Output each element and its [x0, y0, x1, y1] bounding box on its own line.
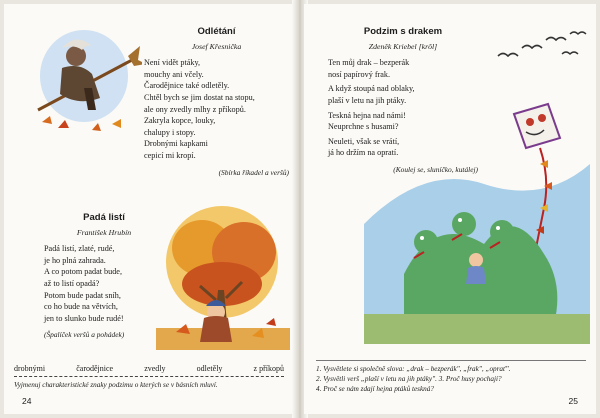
- poem-line: Čarodějnice také odletěly.: [144, 81, 230, 91]
- word-row: [14, 364, 284, 377]
- word: odletěly: [196, 364, 223, 373]
- poem-odletani: [144, 26, 289, 178]
- poem-line: Neuprchne s husami?: [328, 122, 399, 132]
- word: drobnými: [14, 364, 46, 373]
- witch-illustration: [32, 18, 142, 138]
- word: z příkopů: [253, 364, 284, 373]
- poem-line: plaší v letu na jih ptáky.: [328, 95, 407, 105]
- poem-line: Není vidět ptáky,: [144, 58, 201, 68]
- question-line: 4. Proč se nám zdají hejna ptáků teskná?: [316, 385, 434, 393]
- poem-pada-listi: [44, 212, 164, 341]
- poem-line: Padá listí, zlaté, rudé,: [44, 244, 115, 254]
- poem-line: Ten můj drak – bezperák: [328, 58, 410, 68]
- poem-title: Padá listí: [83, 212, 125, 223]
- poem-author: Zdeněk Kriebel [krôl]: [368, 41, 438, 51]
- poem-line: co ho bude na větvích,: [44, 302, 118, 312]
- exercise-task: Vyjmenuj charakteristické znaky podzimu o kterých se v básních mluví.: [14, 381, 218, 389]
- poem-line: je ho plná zahrada.: [44, 255, 106, 265]
- poem-line: jen to slunko bude rudé!: [44, 313, 124, 323]
- poem-line: Potom bude padat sníh,: [44, 290, 121, 300]
- poem-line: Teskná hejna nad námi!: [328, 110, 406, 120]
- poem-line: chalupy i stopy.: [144, 127, 196, 137]
- vocabulary-exercise: [14, 364, 284, 389]
- word: čarodějnice: [76, 364, 114, 373]
- birds-flock-illustration: [490, 26, 590, 70]
- poem-title: Odlétání: [197, 26, 236, 37]
- poem-line: až to listí opadá?: [44, 278, 100, 288]
- left-page: [4, 4, 296, 414]
- poem-author: František Hrubín: [76, 227, 132, 237]
- right-page: [304, 4, 596, 414]
- poem-line: ale ony zvedly mlhy z příkopů.: [144, 104, 246, 114]
- poem-line: Neuleti, však se vrátí,: [328, 136, 400, 146]
- poem-source: (Koulej se, sluníčko, kutálej): [393, 164, 478, 174]
- page-number: 24: [22, 396, 32, 406]
- poem-line: Zakryla kopce, louky,: [144, 116, 216, 126]
- poem-line: mouchy ani včely.: [144, 69, 204, 79]
- autumn-tree-illustration: [156, 200, 290, 350]
- poem-line: A co potom padat bude,: [44, 267, 122, 277]
- poem-author: Josef Křesnička: [191, 41, 242, 51]
- questions-block: [316, 360, 586, 394]
- poem-title: Podzim s drakem: [363, 26, 443, 37]
- poem-line: A když stoupá nad oblaky,: [328, 84, 415, 94]
- poem-source: (Špalíček veršů a pohádek): [44, 330, 125, 340]
- poem-line: nosí papírový frak.: [328, 69, 391, 79]
- poem-line: já ho držím na opratí.: [328, 148, 399, 158]
- question-line: 2. Vysvětli verš „plaší v letu na jih ptáky". 3. Proč husy pochají?: [316, 375, 502, 383]
- poem-line: Chtěl bych se jim dostat na stopu,: [144, 92, 255, 102]
- poem-line: Drobnými kapkami: [144, 139, 208, 149]
- word: zvedly: [144, 364, 166, 373]
- kite-dragon-illustration: [364, 74, 590, 344]
- poem-line: cepicí mi kropí.: [144, 150, 196, 160]
- page-number: 25: [568, 396, 578, 406]
- question-line: 1. Vysvětlete si společně slova: „drak – bezperák", „frak", „oprať".: [316, 365, 511, 373]
- poem-source: (Sbírka říkadel a veršů): [218, 167, 289, 177]
